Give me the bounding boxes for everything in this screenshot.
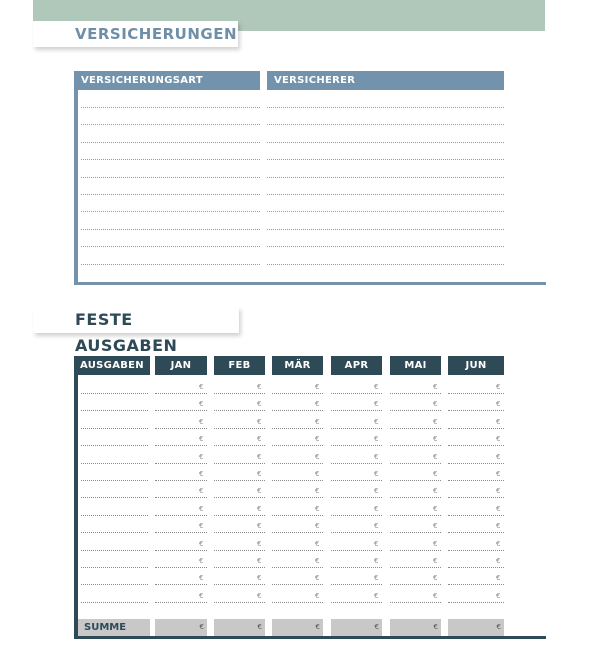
- month-header-apr: APR: [331, 356, 382, 375]
- insurance-title: VERSICHERUNGEN: [33, 21, 238, 47]
- expense-name-field[interactable]: [81, 445, 148, 446]
- amount-field-feb[interactable]: [214, 480, 265, 481]
- euro-sign: €: [199, 487, 204, 496]
- amount-field-mai[interactable]: [390, 463, 441, 464]
- amount-field-jan[interactable]: [155, 393, 207, 394]
- amount-field-feb[interactable]: [214, 550, 265, 551]
- amount-field-jan[interactable]: [155, 602, 207, 603]
- euro-sign: €: [374, 400, 379, 409]
- euro-sign: €: [433, 417, 438, 426]
- sum-cell-jun[interactable]: [448, 619, 504, 636]
- amount-field-apr[interactable]: [331, 602, 382, 603]
- amount-field-mär[interactable]: [272, 532, 323, 533]
- amount-field-feb[interactable]: [214, 463, 265, 464]
- insurance-type-field[interactable]: [81, 124, 260, 125]
- insurer-field[interactable]: [267, 142, 504, 143]
- euro-sign: €: [433, 574, 438, 583]
- amount-field-jun[interactable]: [448, 584, 504, 585]
- insurance-type-field[interactable]: [81, 194, 260, 195]
- euro-sign: €: [257, 487, 262, 496]
- amount-field-jun[interactable]: [448, 515, 504, 516]
- euro-sign: €: [199, 435, 204, 444]
- euro-sign: €: [433, 470, 438, 478]
- euro-sign: €: [374, 557, 379, 565]
- euro-sign: €: [315, 623, 320, 631]
- amount-field-mär[interactable]: [272, 463, 323, 464]
- insurance-left-border: [74, 71, 78, 285]
- expense-name-field[interactable]: [81, 532, 148, 533]
- insurer-field[interactable]: [267, 246, 504, 247]
- euro-sign: €: [496, 591, 501, 600]
- insurance-type-field[interactable]: [81, 246, 260, 247]
- euro-sign: €: [257, 557, 262, 565]
- euro-sign: €: [315, 591, 320, 600]
- amount-field-apr[interactable]: [331, 497, 382, 498]
- amount-field-jan[interactable]: [155, 567, 207, 568]
- amount-field-jan[interactable]: [155, 463, 207, 464]
- euro-sign: €: [374, 539, 379, 548]
- euro-sign: €: [433, 557, 438, 565]
- amount-field-jan[interactable]: [155, 480, 207, 481]
- euro-sign: €: [374, 504, 379, 513]
- euro-sign: €: [374, 452, 379, 461]
- amount-field-feb[interactable]: [214, 497, 265, 498]
- euro-sign: €: [315, 383, 320, 391]
- amount-field-mai[interactable]: [390, 584, 441, 585]
- amount-field-apr[interactable]: [331, 584, 382, 585]
- euro-sign: €: [433, 539, 438, 548]
- amount-field-apr[interactable]: [331, 567, 382, 568]
- amount-field-mär[interactable]: [272, 393, 323, 394]
- amount-field-feb[interactable]: [214, 532, 265, 533]
- euro-sign: €: [374, 470, 379, 478]
- euro-sign: €: [433, 383, 438, 391]
- euro-sign: €: [199, 522, 204, 531]
- amount-field-mai[interactable]: [390, 393, 441, 394]
- euro-sign: €: [315, 400, 320, 409]
- euro-sign: €: [433, 435, 438, 444]
- euro-sign: €: [496, 470, 501, 478]
- insurer-field[interactable]: [267, 211, 504, 212]
- amount-field-feb[interactable]: [214, 445, 265, 446]
- euro-sign: €: [257, 623, 262, 631]
- euro-sign: €: [257, 539, 262, 548]
- euro-sign: €: [496, 435, 501, 444]
- euro-sign: €: [374, 383, 379, 391]
- amount-field-jan[interactable]: [155, 532, 207, 533]
- month-header-jan: JAN: [155, 356, 207, 375]
- amount-field-apr[interactable]: [331, 532, 382, 533]
- euro-sign: €: [199, 400, 204, 409]
- amount-field-mai[interactable]: [390, 428, 441, 429]
- expense-name-field[interactable]: [81, 393, 148, 394]
- euro-sign: €: [257, 504, 262, 513]
- expenses-left-border: [74, 356, 78, 638]
- expense-name-field[interactable]: [81, 602, 148, 603]
- euro-sign: €: [199, 383, 204, 391]
- month-header-mar: MÄR: [272, 356, 323, 375]
- amount-field-mär[interactable]: [272, 567, 323, 568]
- insurance-type-field[interactable]: [81, 229, 260, 230]
- amount-field-mär[interactable]: [272, 445, 323, 446]
- expense-name-field[interactable]: [81, 550, 148, 551]
- amount-field-apr[interactable]: [331, 515, 382, 516]
- amount-field-mai[interactable]: [390, 550, 441, 551]
- amount-field-apr[interactable]: [331, 445, 382, 446]
- insurer-header: VERSICHERER: [267, 71, 504, 90]
- insurance-type-field[interactable]: [81, 107, 260, 108]
- euro-sign: €: [199, 452, 204, 461]
- euro-sign: €: [315, 452, 320, 461]
- amount-field-jan[interactable]: [155, 550, 207, 551]
- euro-sign: €: [496, 383, 501, 391]
- euro-sign: €: [496, 504, 501, 513]
- insurer-field[interactable]: [267, 124, 504, 125]
- euro-sign: €: [496, 557, 501, 565]
- month-header-feb: FEB: [214, 356, 265, 375]
- amount-field-jan[interactable]: [155, 515, 207, 516]
- expense-name-field[interactable]: [81, 515, 148, 516]
- insurer-field[interactable]: [267, 177, 504, 178]
- insurer-field[interactable]: [267, 229, 504, 230]
- amount-field-feb[interactable]: [214, 515, 265, 516]
- insurer-field[interactable]: [267, 107, 504, 108]
- euro-sign: €: [257, 400, 262, 409]
- amount-field-jun[interactable]: [448, 393, 504, 394]
- amount-field-jan[interactable]: [155, 497, 207, 498]
- euro-sign: €: [315, 504, 320, 513]
- expense-name-field[interactable]: [81, 428, 148, 429]
- euro-sign: €: [433, 623, 438, 631]
- insurance-type-field[interactable]: [81, 159, 260, 160]
- euro-sign: €: [257, 417, 262, 426]
- euro-sign: €: [315, 470, 320, 478]
- insurance-type-field[interactable]: [81, 264, 260, 265]
- euro-sign: €: [496, 539, 501, 548]
- amount-field-mär[interactable]: [272, 550, 323, 551]
- month-header-mai: MAI: [390, 356, 441, 375]
- amount-field-jun[interactable]: [448, 428, 504, 429]
- sum-cell-apr[interactable]: [331, 619, 382, 636]
- euro-sign: €: [257, 591, 262, 600]
- insurance-type-field[interactable]: [81, 211, 260, 212]
- insurance-type-field[interactable]: [81, 142, 260, 143]
- euro-sign: €: [496, 417, 501, 426]
- euro-sign: €: [433, 487, 438, 496]
- amount-field-feb[interactable]: [214, 393, 265, 394]
- amount-field-apr[interactable]: [331, 410, 382, 411]
- amount-field-mär[interactable]: [272, 410, 323, 411]
- euro-sign: €: [374, 522, 379, 531]
- euro-sign: €: [315, 557, 320, 565]
- amount-field-mai[interactable]: [390, 602, 441, 603]
- euro-sign: €: [374, 487, 379, 496]
- amount-field-feb[interactable]: [214, 428, 265, 429]
- amount-field-mai[interactable]: [390, 532, 441, 533]
- month-header-jun: JUN: [448, 356, 504, 375]
- sum-cell-feb[interactable]: [214, 619, 265, 636]
- amount-field-mai[interactable]: [390, 445, 441, 446]
- expenses-bottom-border: [74, 636, 546, 639]
- insurance-type-header: VERSICHERUNGSART: [74, 71, 260, 90]
- euro-sign: €: [496, 487, 501, 496]
- euro-sign: €: [433, 400, 438, 409]
- expense-name-field[interactable]: [81, 567, 148, 568]
- amount-field-jan[interactable]: [155, 428, 207, 429]
- amount-field-jun[interactable]: [448, 463, 504, 464]
- amount-field-jun[interactable]: [448, 410, 504, 411]
- amount-field-mai[interactable]: [390, 515, 441, 516]
- insurer-field[interactable]: [267, 159, 504, 160]
- insurer-field[interactable]: [267, 264, 504, 265]
- amount-field-jun[interactable]: [448, 497, 504, 498]
- euro-sign: €: [374, 417, 379, 426]
- euro-sign: €: [315, 435, 320, 444]
- euro-sign: €: [199, 417, 204, 426]
- expense-name-field[interactable]: [81, 463, 148, 464]
- euro-sign: €: [433, 522, 438, 531]
- amount-field-mär[interactable]: [272, 497, 323, 498]
- expense-name-field[interactable]: [81, 584, 148, 585]
- euro-sign: €: [257, 452, 262, 461]
- euro-sign: €: [374, 623, 379, 631]
- insurance-type-field[interactable]: [81, 177, 260, 178]
- amount-field-apr[interactable]: [331, 463, 382, 464]
- expenses-header: AUSGABEN: [74, 356, 150, 375]
- euro-sign: €: [315, 522, 320, 531]
- amount-field-mär[interactable]: [272, 428, 323, 429]
- amount-field-feb[interactable]: [214, 602, 265, 603]
- euro-sign: €: [315, 417, 320, 426]
- sum-label: SUMME: [78, 619, 150, 636]
- euro-sign: €: [433, 504, 438, 513]
- euro-sign: €: [199, 557, 204, 565]
- amount-field-jun[interactable]: [448, 567, 504, 568]
- amount-field-jun[interactable]: [448, 602, 504, 603]
- amount-field-apr[interactable]: [331, 428, 382, 429]
- expense-name-field[interactable]: [81, 410, 148, 411]
- euro-sign: €: [199, 623, 204, 631]
- amount-field-feb[interactable]: [214, 567, 265, 568]
- euro-sign: €: [257, 470, 262, 478]
- euro-sign: €: [315, 539, 320, 548]
- amount-field-mär[interactable]: [272, 584, 323, 585]
- euro-sign: €: [199, 574, 204, 583]
- euro-sign: €: [374, 574, 379, 583]
- sum-cell-mai[interactable]: [390, 619, 441, 636]
- sum-cell-jan[interactable]: [155, 619, 207, 636]
- euro-sign: €: [433, 591, 438, 600]
- euro-sign: €: [433, 452, 438, 461]
- amount-field-mär[interactable]: [272, 602, 323, 603]
- euro-sign: €: [496, 400, 501, 409]
- expense-name-field[interactable]: [81, 480, 148, 481]
- amount-field-mai[interactable]: [390, 480, 441, 481]
- amount-field-feb[interactable]: [214, 410, 265, 411]
- euro-sign: €: [257, 574, 262, 583]
- sum-cell-mär[interactable]: [272, 619, 323, 636]
- amount-field-jun[interactable]: [448, 480, 504, 481]
- euro-sign: €: [496, 574, 501, 583]
- euro-sign: €: [496, 623, 501, 631]
- euro-sign: €: [496, 522, 501, 531]
- amount-field-jun[interactable]: [448, 532, 504, 533]
- amount-field-jan[interactable]: [155, 410, 207, 411]
- euro-sign: €: [199, 591, 204, 600]
- amount-field-apr[interactable]: [331, 480, 382, 481]
- expense-name-field[interactable]: [81, 497, 148, 498]
- amount-field-jan[interactable]: [155, 584, 207, 585]
- euro-sign: €: [315, 574, 320, 583]
- amount-field-jun[interactable]: [448, 550, 504, 551]
- amount-field-apr[interactable]: [331, 550, 382, 551]
- euro-sign: €: [496, 452, 501, 461]
- euro-sign: €: [199, 470, 204, 478]
- euro-sign: €: [374, 435, 379, 444]
- insurer-field[interactable]: [267, 194, 504, 195]
- amount-field-mai[interactable]: [390, 410, 441, 411]
- insurance-bottom-border: [74, 282, 546, 285]
- euro-sign: €: [257, 522, 262, 531]
- amount-field-mai[interactable]: [390, 497, 441, 498]
- amount-field-mai[interactable]: [390, 567, 441, 568]
- insurance-table: [74, 71, 546, 285]
- amount-field-mär[interactable]: [272, 480, 323, 481]
- euro-sign: €: [257, 435, 262, 444]
- amount-field-jun[interactable]: [448, 445, 504, 446]
- amount-field-feb[interactable]: [214, 584, 265, 585]
- amount-field-mär[interactable]: [272, 515, 323, 516]
- euro-sign: €: [315, 487, 320, 496]
- euro-sign: €: [199, 504, 204, 513]
- amount-field-apr[interactable]: [331, 393, 382, 394]
- euro-sign: €: [257, 383, 262, 391]
- fixed-expenses-title: FESTE AUSGABEN: [33, 307, 239, 333]
- euro-sign: €: [199, 539, 204, 548]
- euro-sign: €: [374, 591, 379, 600]
- amount-field-jan[interactable]: [155, 445, 207, 446]
